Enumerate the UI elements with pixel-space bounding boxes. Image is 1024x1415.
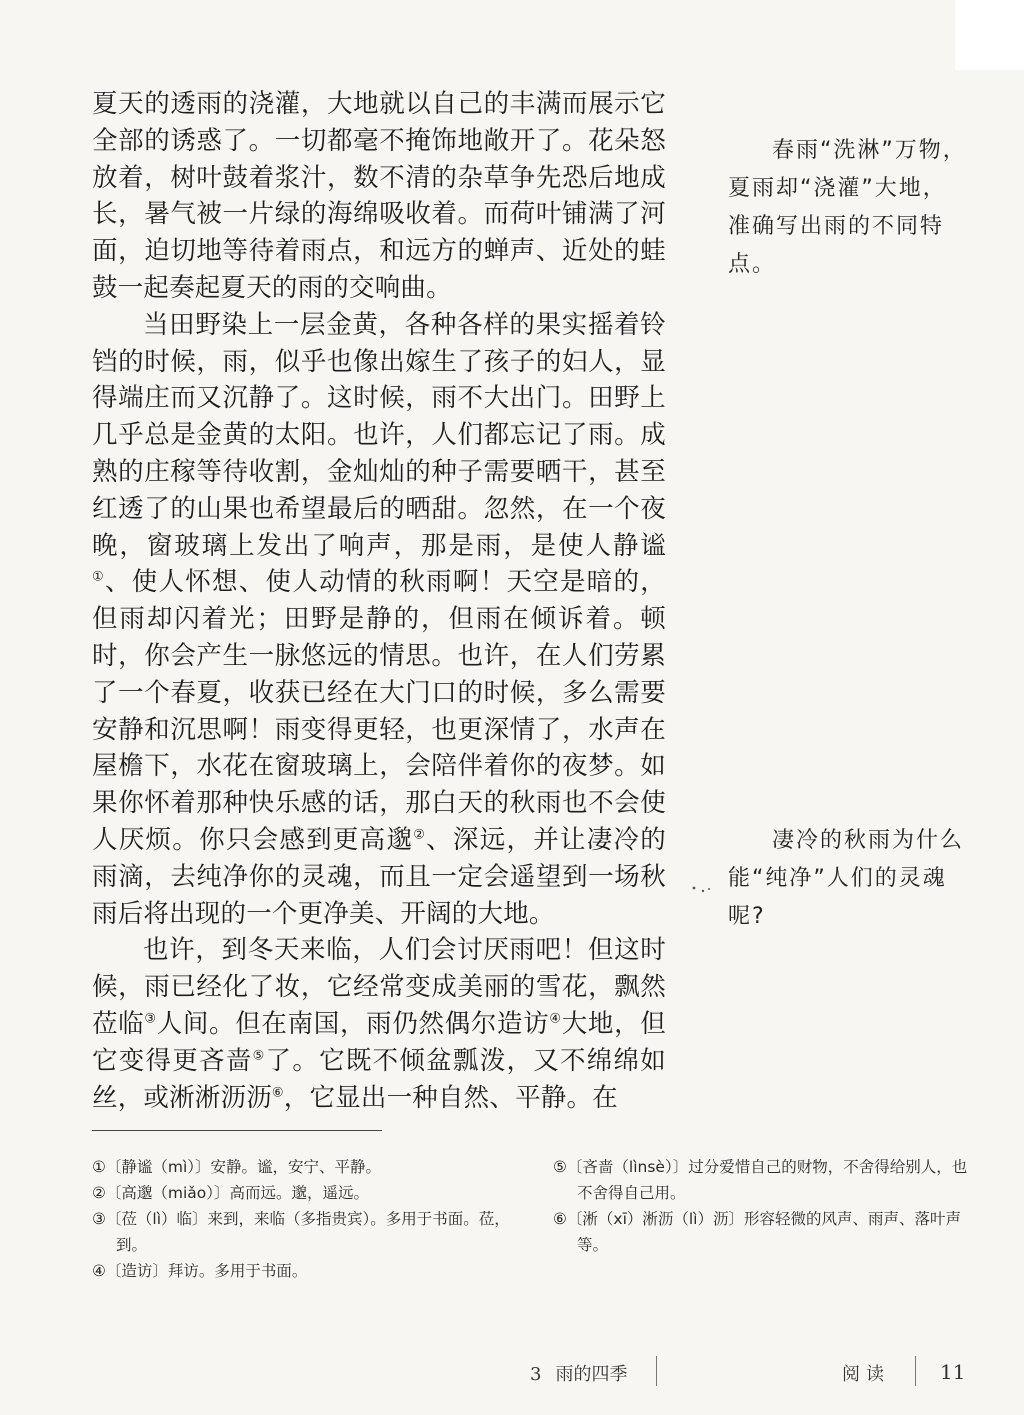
paragraph-text-segment: 了。它既不倾盆瓢泼，又不绵绵如丝，或淅淅沥沥 xyxy=(92,1045,666,1113)
footnote-marker: ⑥ xyxy=(271,1085,284,1101)
footer-divider xyxy=(656,1356,657,1386)
paragraph-text-segment: ，它显出一种自然、平静。在 xyxy=(283,1082,618,1113)
scan-corner-blank xyxy=(955,0,1024,70)
footnote-5: ⑤〔吝啬（lìnsè）〕过分爱惜自己的财物，不舍得给别人，也不舍得自己用。 xyxy=(553,1158,968,1202)
body-paragraph xyxy=(92,932,666,1116)
body-paragraph xyxy=(92,307,666,933)
footnote-4: ④〔造访〕拜访。多用于书面。 xyxy=(92,1262,308,1280)
footnote-1: ①〔静谧（mì）〕安静。谧，安宁、平静。 xyxy=(92,1158,382,1176)
paragraph-text-segment: 当田野染上一层金黄，各种各样的果实摇着铃铛的时候，雨，似乎也像出嫁生了孩子的妇人，显得端庄而又沉静了。这时候，雨不大出门。田野上几乎总是金黄的太阳。也许，人们都忘记了雨。成熟的庄稼等待收割，金灿灿的种子需要晒干，甚至红透了的山果也希望最后的晒甜。忽然，在一个夜晚，窗玻璃上发出了响声，那是雨，是使人静谧 xyxy=(92,309,666,561)
footnote-6: ⑥〔淅（xī）淅沥（lì）沥〕形容轻微的风声、雨声、落叶声等。 xyxy=(553,1210,961,1254)
margin-note-1 xyxy=(728,132,968,284)
page-number: 11 xyxy=(940,1360,966,1384)
paragraph-text-segment: 大地，但它变得更吝啬 xyxy=(92,1008,666,1076)
body-paragraph xyxy=(92,86,666,307)
paragraph-text-segment: 、深远，并让凄冷的雨滴，去纯净你的灵魂，而且一定会遥望到一场秋雨后将出现的一个更净美、开阔的大地。 xyxy=(92,824,666,929)
paragraph-text-segment: 也许，到冬天来临，人们会讨厌雨吧！但这时候，雨已经化了妆，它经常变成美丽的雪花，飘然莅临 xyxy=(92,935,666,1039)
margin-note-text: 春雨“洗淋”万物，夏雨却“浇灌”大地，准确写出雨的不同特点。 xyxy=(728,138,967,277)
footnote-marker: ④ xyxy=(549,1011,562,1027)
footer-section-label: 阅读 xyxy=(842,1364,890,1385)
footnote-marker: ⑤ xyxy=(252,1048,266,1064)
footnote-separator-line xyxy=(92,1130,382,1131)
footer-chapter-title: 雨的四季 xyxy=(555,1364,628,1385)
footnotes-right-column xyxy=(553,1154,973,1258)
paragraph-text-segment: 人间。但在南国，雨仍然偶尔造访 xyxy=(156,1008,550,1039)
margin-note-text: 凄冷的秋雨为什么能“纯净”人们的灵魂呢? xyxy=(728,828,965,929)
paragraph-text-segment: 、使人怀想、使人动情的秋雨啊！天空是暗的，但雨却闪着光；田野是静的，但雨在倾诉着。顿时，你会产生一脉悠远的情思。也许，在人们劳累了一个春夏，收获已经在大门口的时候，多么需要安静和沉思啊！雨变得更轻，也更深情了，水声在屋檐下，水花在窗玻璃上，会陪伴着你的夜梦。如果你怀着那种快乐感的话，那白天的秋雨也不会使人厌烦。你只会感到更高邈 xyxy=(92,567,667,855)
main-body-text xyxy=(92,86,666,1116)
footnote-marker: ② xyxy=(413,827,427,843)
paragraph-text-segment: 夏天的透雨的浇灌，大地就以自己的丰满而展示它全部的诱惑了。一切都毫不掩饰地敞开了。花朵怒放着，树叶鼓着浆汁，数不清的杂草争先恐后地成长，暑气被一片绿的海绵吸收着。而荷叶铺满了河面，迫切地等待着雨点，和远方的蝉声、近处的蛙鼓一起奏起夏天的雨的交响曲。 xyxy=(92,89,666,303)
footnote-marker: ③ xyxy=(144,1011,157,1027)
footer-chapter-number: 3 xyxy=(530,1364,542,1385)
scan-speck-marks xyxy=(690,882,720,896)
footnote-marker: ① xyxy=(92,569,105,585)
footnote-3: ③〔莅（lì）临〕来到，来临（多指贵宾）。多用于书面。莅，到。 xyxy=(92,1210,510,1254)
footer-chapter xyxy=(530,1360,627,1386)
footer-divider xyxy=(915,1356,916,1386)
footnotes-left-column xyxy=(92,1154,522,1284)
footnote-2: ②〔高邈（miǎo）〕高而远。邈，遥远。 xyxy=(92,1184,370,1202)
margin-note-2 xyxy=(728,822,968,936)
